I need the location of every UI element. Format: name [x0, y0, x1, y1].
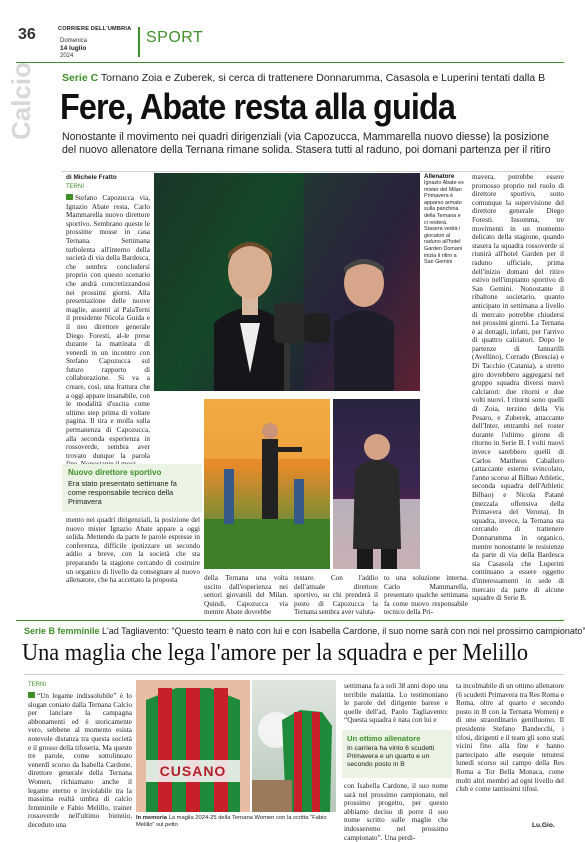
place-label: TERNI [66, 184, 84, 190]
bottom-kicker-label: Serie B femminile [24, 626, 100, 636]
bottom-inset-title: Un ottimo allenatore [347, 734, 421, 743]
section-title: SPORT [146, 29, 204, 46]
top-subhead: Nonostante il movimento nei quadri dirigenziali (via Capozucca, Mammarella nuovo diesse) la posizione del nuovo allenatore della Ternana rimane solida. Stasera tutti al raduno, poi domani partenza per il ritiro [62, 131, 551, 156]
subhead-rule [62, 171, 564, 172]
header-weekday: Domenica [60, 38, 88, 44]
kicker-label: Serie C [62, 72, 99, 84]
caption-text: Ignazio Abate ex mister del Milan Primavera è apparso armato sulla panchina della Ternana e ci resterà. Stasera vedrà i giocatori al raduno all'hotel Garden Domani inizia il ritiro a San Gemini [424, 180, 464, 266]
inset-title: Nuovo direttore sportivo [68, 468, 162, 477]
bottom-col2-text-b: con Isabella Cardone, il suo nome sarà nel prossimo campionato, nel prossimo progetto, per questo abbiamo deciso di porre il suo nome scritto sulle maglie che indosseremo nel prossimo campionato”. Una perdi- [344, 782, 448, 842]
jersey-display-photo [252, 680, 336, 812]
col1-paragraph: Stefano Capozucca via, Ignazio Abate resta, Carlo Mammarella nuovo direttore sportivo. Sembrano queste le prossime mosse in casa Ternana. Settimana turbolenta all'interno della società di via della Bardesca, che sembra concludersi proprio con questo scenario che andrà concretizzandosi nei prossimi giorni. Alla presentazione delle nuove maglie, assenti al PalaTerni il presidente Nicola Guida e il neo direttore generale Diego Foresti, al-le prese durante la mattinata di venerdì in un incontro con Stefano Capozucca sul futuro rapporto di collaborazione. Si va a creare, così, una frattura che a oggi appare insanabile, con le modalità d'uscita come ultimo step prima di voltare pagina. Il tira e molla sulla permanenza di Capozucca, alla seconda esperienza in rossoverde, sembra aver trovato dunque la parola [66, 194, 150, 460]
article-separator [16, 620, 564, 621]
bottom-inset-text: In carriera ha vinto 6 scudetti Primavera e un quarto e un secondo posto in B [347, 745, 435, 769]
top-bottom-col1: della Ternana una volta uscito dall'esperienza nei settori giovanili del Milan. Quindi, Capozucca via mentre Abate dovrebbe [204, 574, 288, 617]
seated-illustration [333, 399, 420, 569]
bottom-place-label: TERNI [28, 682, 46, 688]
page-number: 36 [18, 26, 36, 43]
caption-title: Allenatore [424, 173, 455, 180]
bottom-caption-text: La maglia 2024-25 della Ternana Women con la scritta “Fabio Melillo” sul petto [136, 815, 327, 829]
header-divider [138, 27, 140, 57]
top-inset-box [62, 464, 202, 512]
header-year: 2024 [60, 53, 74, 59]
inset-text: Era stato presentato settimane fa come responsabile tecnico della Primavera [68, 479, 177, 506]
top-col1-text-b: mento nei quadri dirigenziali, la posizione del nuovo mister Ignazio Abate appare a oggi solida. Mettendo da parte le parole espresse in conferenza, difficile ipotizzare un secondo addio a breve, con la società che sta preparando la stagione cercando di costruire un organico di livello da consegnare al nuovo allenatore, che ha accettato la proposta [66, 516, 200, 585]
ternana-women-jersey-photo [136, 680, 250, 812]
bottom-kicker [24, 626, 585, 637]
bottom-headline: Una maglia che lega l'amore per la squadra e per Melillo [22, 640, 529, 666]
bottom-col2-text: settimana fa a soli 38 anni dopo una terribile malattia. Lo testimoniano le parole del dirigente barese e quelle dell'ad, Paolo Tagliavento: “Questa squadra è nata con lui e [344, 682, 448, 725]
byline: di Michele Fratto [66, 174, 117, 181]
bottom-paragraph-marker [28, 692, 35, 698]
bottom-kicker-text: L'ad Tagliavento: “Questo team è nato con lui e con Isabella Cardone, il suo nome sarà con noi nel prossimo campionato” [102, 626, 585, 636]
top-headline: Fere, Abate resta alla guida [60, 86, 455, 127]
jersey-sponsor-text: CUSANO [159, 763, 227, 779]
top-bottom-col3: to una soluzione interna. Carlo Mammarella, presentato qualche settimana fa come nuovo responsabile tecnico della Pri- [384, 574, 468, 617]
jersey-illustration [136, 680, 250, 812]
kicker-text: Tornano Zoia e Zuberek, si cerca di trattenere Donnarumma, Casasola e Luperini tentati dalla B [100, 72, 546, 84]
abate-seated-photo [333, 399, 420, 569]
training-field-photo [204, 399, 330, 569]
top-photo-caption [424, 173, 466, 266]
author-sign: Lu.Gio. [532, 822, 555, 829]
header-rule [16, 62, 564, 63]
training-illustration [204, 399, 330, 569]
top-right-col-text: mavera, potrebbe essere promosso proprio nel ruolo di direttore sportivo, sotto comunque la supervisione del direttore generale Diego Foresti. Insomma, tre movimenti in un momento delicato della stagione, quando stasera la squadra rossoverde si riunirà all'hotel Garden per il raduno ufficiale, prima dell'inizio domani del ritiro estivo nell'impianto sportivo di San Gemini. Nonostante il ribaltone societario, quanto anticipato in settimana a livello di mercato potrebbe chiudersi nei prossimi giorni. La Ternana è ai dettagli, infatti, per l'arrivo di quattro calciatori. Dopo le partenze di Iannarilli (Avellino), Corrado (Brescia) e Di Tacchio (Catania), a stretto giro dovrebbero aggregarsi nel gruppo squadra diversi nuovi calciatori: due ritorni e due volti nuovi. I ritorni sono quelli di Zoia, terzino della Vis Pesaro, e Zuberek, attaccante dell'Inter, entrambi nel roster durante l'ultimo girone di ritorno in Serie B. I volti nuovi invece sarebbero quelli di Carlos Mattheus Caballero (attaccante esterno svincolato, l'anno scorso al Bilbao Athletic, seconda squadra dell'Athletic Bilbao) e Nicola Patanè (mezzala offensiva della Primavera del Verona). In squadra, invece, la Ternana sta cercando di trattenere Donnarumma in organico, mentre nonostante le resistenze da parte di via della Bardesca sia Casasola che Luperini continuano a essere oggetto d'interessamenti in sede di mercato da parte di alcune squadre di Serie B. [472, 173, 564, 603]
vertical-section-label: Calcio [6, 61, 36, 140]
abate-press-conference-photo [154, 173, 420, 391]
top-col1-text [66, 194, 150, 464]
bottom-photo-caption [136, 815, 342, 829]
header-date: 14 luglio [60, 45, 87, 52]
display-illustration [252, 680, 336, 812]
bottom-col1-paragraph: “Un legame indissolubile” è lo slogan coniato dalla Ternana Calcio per lanciare la campagna abbonamenti ed è storicamente vero, sebbene al momento esista notevole distanza tra questa società e il grosso della tifoseria. Ma queste tre parole, come sottolineato venerdì scorso da Isabella Cardone, direttore generale della Ternana Women, richiamano anche il legame eterno e inviolabile tra la massima realtà umbra di calcio femminile e Fabio Melillo, trainer rossoverde nell'ultimo biennio, deceduto una [28, 692, 132, 829]
top-kicker [62, 72, 564, 84]
bottom-headline-rule [24, 674, 564, 675]
photo-illustration [154, 173, 420, 391]
bottom-col3-text: ta incolmabile di un ottimo allenatore (6 scudetti Primavera tra Res Roma e Roma, oltre al quarto e secondo posto in B con la Ternana Women) e di uno straordinario gentiluomo. Il presidente Stefano Bandecchi, i tifosi, dirigenti e il team gli sono stati vicini fino alla fine e hanno partecipato alle esequie tenutesi lunedì scorso sul campo della Res Roma a Tor Bella Monaca, come molti altri membri ad ogni livello del club e come tantissimi tifosi. [456, 682, 564, 794]
masthead-text: CORRIERE DELL'UMBRIA [58, 26, 132, 32]
bottom-col1-text [28, 692, 132, 830]
top-bottom-col2: restare. Con l'addio dell'attuale direttore sportivo, su chi prenderà il posto di Capozucca la Ternana sembra aver valuta- [294, 574, 378, 617]
paragraph-marker [66, 194, 73, 200]
bottom-inset-box [342, 730, 452, 778]
bottom-caption-title: In memoria [136, 815, 167, 821]
